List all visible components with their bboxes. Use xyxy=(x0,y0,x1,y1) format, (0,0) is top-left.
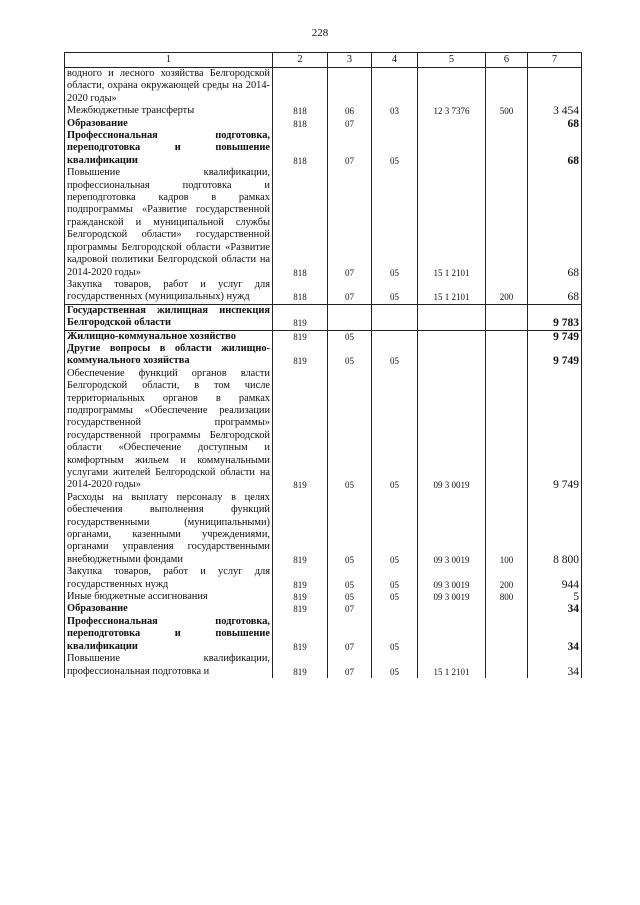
row-expense-type xyxy=(486,368,528,492)
row-section: 05 xyxy=(328,368,372,492)
row-target-item xyxy=(418,343,486,368)
row-ministry-code: 819 xyxy=(273,343,328,368)
row-ministry-code: 819 xyxy=(273,492,328,566)
row-target-item xyxy=(418,68,486,106)
row-section: 07 xyxy=(328,279,372,304)
row-description: Расходы на выплату персоналу в целях обеспечения выполнения функций государственными (муниципальными) органами, казенными учреждениями, органами управления государственными внебюджетными фондами xyxy=(65,492,273,566)
row-ministry-code: 819 xyxy=(273,304,328,330)
row-subsection: 05 xyxy=(372,130,418,167)
row-ministry-code: 819 xyxy=(273,368,328,492)
row-amount: 34 xyxy=(528,653,582,678)
row-amount: 34 xyxy=(528,603,582,615)
budget-table xyxy=(64,52,582,678)
row-subsection: 05 xyxy=(372,566,418,591)
row-ministry-code: 818 xyxy=(273,167,328,279)
row-amount: 3 454 xyxy=(528,105,582,117)
row-subsection: 05 xyxy=(372,616,418,653)
row-description: Другие вопросы в области жилищно-коммунального хозяйства xyxy=(65,343,273,368)
header-col-3: 3 xyxy=(328,53,372,68)
row-description: Иные бюджетные ассигнования xyxy=(65,591,273,603)
row-section: 05 xyxy=(328,330,372,343)
row-ministry-code: 818 xyxy=(273,105,328,117)
row-target-item xyxy=(418,330,486,343)
row-subsection: 05 xyxy=(372,167,418,279)
row-ministry-code xyxy=(273,68,328,106)
row-target-item: 15 1 2101 xyxy=(418,279,486,304)
table-row xyxy=(65,591,582,603)
row-target-item xyxy=(418,304,486,330)
row-amount: 8 800 xyxy=(528,492,582,566)
row-ministry-code: 818 xyxy=(273,279,328,304)
table-row xyxy=(65,279,582,304)
row-target-item xyxy=(418,603,486,615)
row-expense-type xyxy=(486,343,528,368)
header-col-1: 1 xyxy=(65,53,273,68)
row-amount xyxy=(528,68,582,106)
row-description: водного и лесного хозяйства Белгородской области, охрана окружающей среды на 2014-2020 годы» xyxy=(65,68,273,106)
row-section xyxy=(328,68,372,106)
row-subsection: 05 xyxy=(372,492,418,566)
row-ministry-code: 818 xyxy=(273,130,328,167)
row-expense-type xyxy=(486,653,528,678)
header-col-7: 7 xyxy=(528,53,582,68)
table-row xyxy=(65,68,582,106)
row-ministry-code: 819 xyxy=(273,616,328,653)
header-col-6: 6 xyxy=(486,53,528,68)
row-target-item: 09 3 0019 xyxy=(418,492,486,566)
row-amount: 68 xyxy=(528,118,582,130)
table-row xyxy=(65,616,582,653)
row-target-item: 09 3 0019 xyxy=(418,566,486,591)
row-target-item: 15 1 2101 xyxy=(418,167,486,279)
row-section: 06 xyxy=(328,105,372,117)
row-subsection xyxy=(372,330,418,343)
row-ministry-code: 819 xyxy=(273,591,328,603)
row-description: Образование xyxy=(65,118,273,130)
row-target-item xyxy=(418,616,486,653)
table-row xyxy=(65,118,582,130)
row-section: 05 xyxy=(328,343,372,368)
row-section: 07 xyxy=(328,118,372,130)
row-section xyxy=(328,304,372,330)
row-expense-type: 200 xyxy=(486,566,528,591)
table-row xyxy=(65,167,582,279)
row-section: 07 xyxy=(328,167,372,279)
row-subsection: 05 xyxy=(372,343,418,368)
row-subsection: 05 xyxy=(372,653,418,678)
row-ministry-code: 819 xyxy=(273,330,328,343)
row-target-item: 09 3 0019 xyxy=(418,368,486,492)
row-expense-type xyxy=(486,68,528,106)
row-ministry-code: 818 xyxy=(273,118,328,130)
row-description: Образование xyxy=(65,603,273,615)
row-subsection xyxy=(372,68,418,106)
row-amount: 68 xyxy=(528,279,582,304)
row-description: Жилищно-коммунальное хозяйство xyxy=(65,330,273,343)
row-amount: 5 xyxy=(528,591,582,603)
header-col-4: 4 xyxy=(372,53,418,68)
row-expense-type xyxy=(486,603,528,615)
row-expense-type: 500 xyxy=(486,105,528,117)
table-row xyxy=(65,368,582,492)
row-description: Межбюджетные трансферты xyxy=(65,105,273,117)
row-amount: 9 749 xyxy=(528,368,582,492)
table-row xyxy=(65,492,582,566)
row-expense-type: 200 xyxy=(486,279,528,304)
table-row xyxy=(65,603,582,615)
row-description: Закупка товаров, работ и услуг для государственных нужд xyxy=(65,566,273,591)
row-expense-type xyxy=(486,304,528,330)
table-row xyxy=(65,304,582,330)
row-amount: 9 783 xyxy=(528,304,582,330)
row-description: Закупка товаров, работ и услуг для государственных (муниципальных) нужд xyxy=(65,279,273,304)
table-row xyxy=(65,130,582,167)
table-row xyxy=(65,653,582,678)
row-expense-type xyxy=(486,167,528,279)
row-description: Повышение квалификации, профессиональная подготовка и переподготовка кадров в рамках подпрограммы «Развитие государственной гражданской и муниципальной службы Белгородской области» государственной программы Белгородской области «Развитие кадровой политики Белгородской области на 2014-2020 годы» xyxy=(65,167,273,279)
row-subsection: 05 xyxy=(372,591,418,603)
row-target-item xyxy=(418,118,486,130)
row-amount: 68 xyxy=(528,130,582,167)
row-subsection: 05 xyxy=(372,279,418,304)
table-row xyxy=(65,566,582,591)
row-ministry-code: 819 xyxy=(273,566,328,591)
row-amount: 34 xyxy=(528,616,582,653)
table-row xyxy=(65,343,582,368)
table-row xyxy=(65,105,582,117)
header-col-5: 5 xyxy=(418,53,486,68)
header-row xyxy=(65,53,582,68)
row-subsection xyxy=(372,603,418,615)
row-expense-type xyxy=(486,118,528,130)
row-amount: 68 xyxy=(528,167,582,279)
row-section: 05 xyxy=(328,566,372,591)
row-description: Профессиональная подготовка, переподготовка и повышение квалификации xyxy=(65,616,273,653)
row-target-item: 15 1 2101 xyxy=(418,653,486,678)
page-number: 228 xyxy=(311,27,329,39)
row-expense-type: 800 xyxy=(486,591,528,603)
row-section: 07 xyxy=(328,653,372,678)
row-amount: 944 xyxy=(528,566,582,591)
row-description: Государственная жилищная инспекция Белгородской области xyxy=(65,304,273,330)
row-expense-type xyxy=(486,130,528,167)
row-section: 07 xyxy=(328,603,372,615)
row-section: 05 xyxy=(328,591,372,603)
table-row xyxy=(65,330,582,343)
row-amount: 9 749 xyxy=(528,330,582,343)
row-ministry-code: 819 xyxy=(273,603,328,615)
row-target-item xyxy=(418,130,486,167)
row-subsection: 03 xyxy=(372,105,418,117)
row-description: Обеспечение функций органов власти Белгородской области, в том числе территориальных органов в рамках подпрограммы «Обеспечение реализации государственной программы» государственной программы Белгородской области «Обеспечение доступным и комфортным жильем и коммунальными услугами жителей Белгородской области на 2014-2020 годы» xyxy=(65,368,273,492)
row-ministry-code: 819 xyxy=(273,653,328,678)
row-amount: 9 749 xyxy=(528,343,582,368)
row-target-item: 09 3 0019 xyxy=(418,591,486,603)
row-description: Повышение квалификации, профессиональная подготовка и xyxy=(65,653,273,678)
row-expense-type xyxy=(486,616,528,653)
row-expense-type xyxy=(486,330,528,343)
row-subsection xyxy=(372,118,418,130)
row-subsection: 05 xyxy=(372,368,418,492)
row-section: 07 xyxy=(328,130,372,167)
header-col-2: 2 xyxy=(273,53,328,68)
row-target-item: 12 3 7376 xyxy=(418,105,486,117)
row-subsection xyxy=(372,304,418,330)
row-section: 07 xyxy=(328,616,372,653)
row-expense-type: 100 xyxy=(486,492,528,566)
row-section: 05 xyxy=(328,492,372,566)
row-description: Профессиональная подготовка, переподготовка и повышение квалификации xyxy=(65,130,273,167)
